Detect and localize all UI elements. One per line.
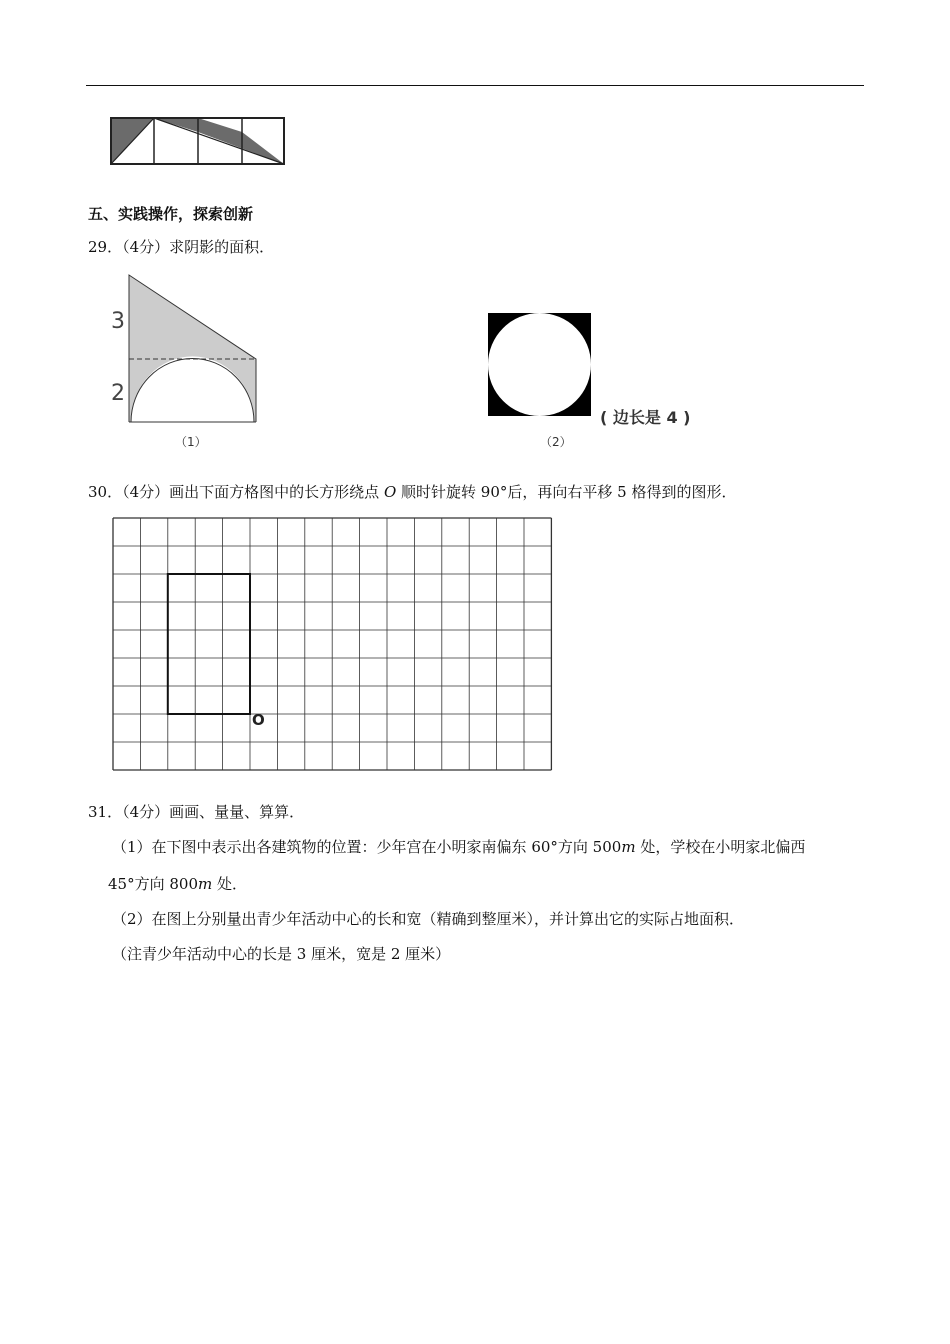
- part1-text-a: （1）在下图中表示出各建筑物的位置：少年宫在小明家南偏东 60°方向 500: [112, 838, 622, 856]
- question-score: （4分）: [122, 238, 170, 256]
- question-prompt-b: 顺时针旋转 90°后，再向右平移 5 格得到的图形．: [401, 483, 737, 501]
- question-29: [88, 237, 274, 257]
- question-31-note: （注青少年活动中心的长是 3 厘米，宽是 2 厘米）: [112, 945, 451, 963]
- shaded-area-figure-1: [108, 272, 268, 427]
- fig2-side-note: ( 边长是 4 ): [600, 408, 691, 427]
- question-31: [88, 802, 304, 822]
- question-31-part-2: （2）在图上分别量出青少年活动中心的长和宽（精确到整厘米），并计算出它的实际占地面积．: [112, 910, 745, 928]
- question-31-part-1: [112, 837, 805, 857]
- rectangle-to-rotate: [168, 574, 250, 714]
- fig1-label-top: 3: [111, 309, 125, 334]
- unit-m: m: [198, 875, 213, 893]
- triangle-strip-figure: [108, 116, 288, 168]
- part1-text-c: 45°方向 800: [108, 875, 198, 893]
- question-number: 29．: [88, 238, 123, 256]
- top-rule: [86, 85, 864, 86]
- question-prompt: 画画、量量、算算．: [169, 803, 305, 821]
- question-prompt-a: 画出下面方格图中的长方形绕点: [169, 483, 380, 501]
- question-number: 31．: [88, 803, 123, 821]
- part1-text-d: 处．: [212, 875, 248, 893]
- fig1-caption: （1）: [175, 435, 207, 449]
- shaded-area-figure-2: [486, 311, 594, 419]
- question-score: （4分）: [122, 803, 170, 821]
- fig2-caption: （2）: [540, 435, 572, 449]
- question-prompt: 求阴影的面积．: [169, 238, 275, 256]
- part1-text-b: 处，学校在小明家北偏西: [635, 838, 806, 856]
- question-30: [88, 482, 736, 502]
- grid-point-o-label: O: [252, 711, 265, 729]
- fig1-label-bottom: 2: [111, 381, 125, 406]
- section-title: 五、实践操作，探索创新: [88, 205, 254, 223]
- question-31-part-1-cont: [108, 874, 247, 894]
- question-number: 30．: [88, 483, 123, 501]
- shaded-triangle-right: [198, 118, 284, 164]
- question-score: （4分）: [122, 483, 170, 501]
- shaded-region: [129, 275, 256, 422]
- square-grid: [112, 517, 554, 773]
- inscribed-circle: [488, 313, 591, 416]
- unit-m: m: [621, 838, 636, 856]
- point-o: O: [383, 483, 397, 501]
